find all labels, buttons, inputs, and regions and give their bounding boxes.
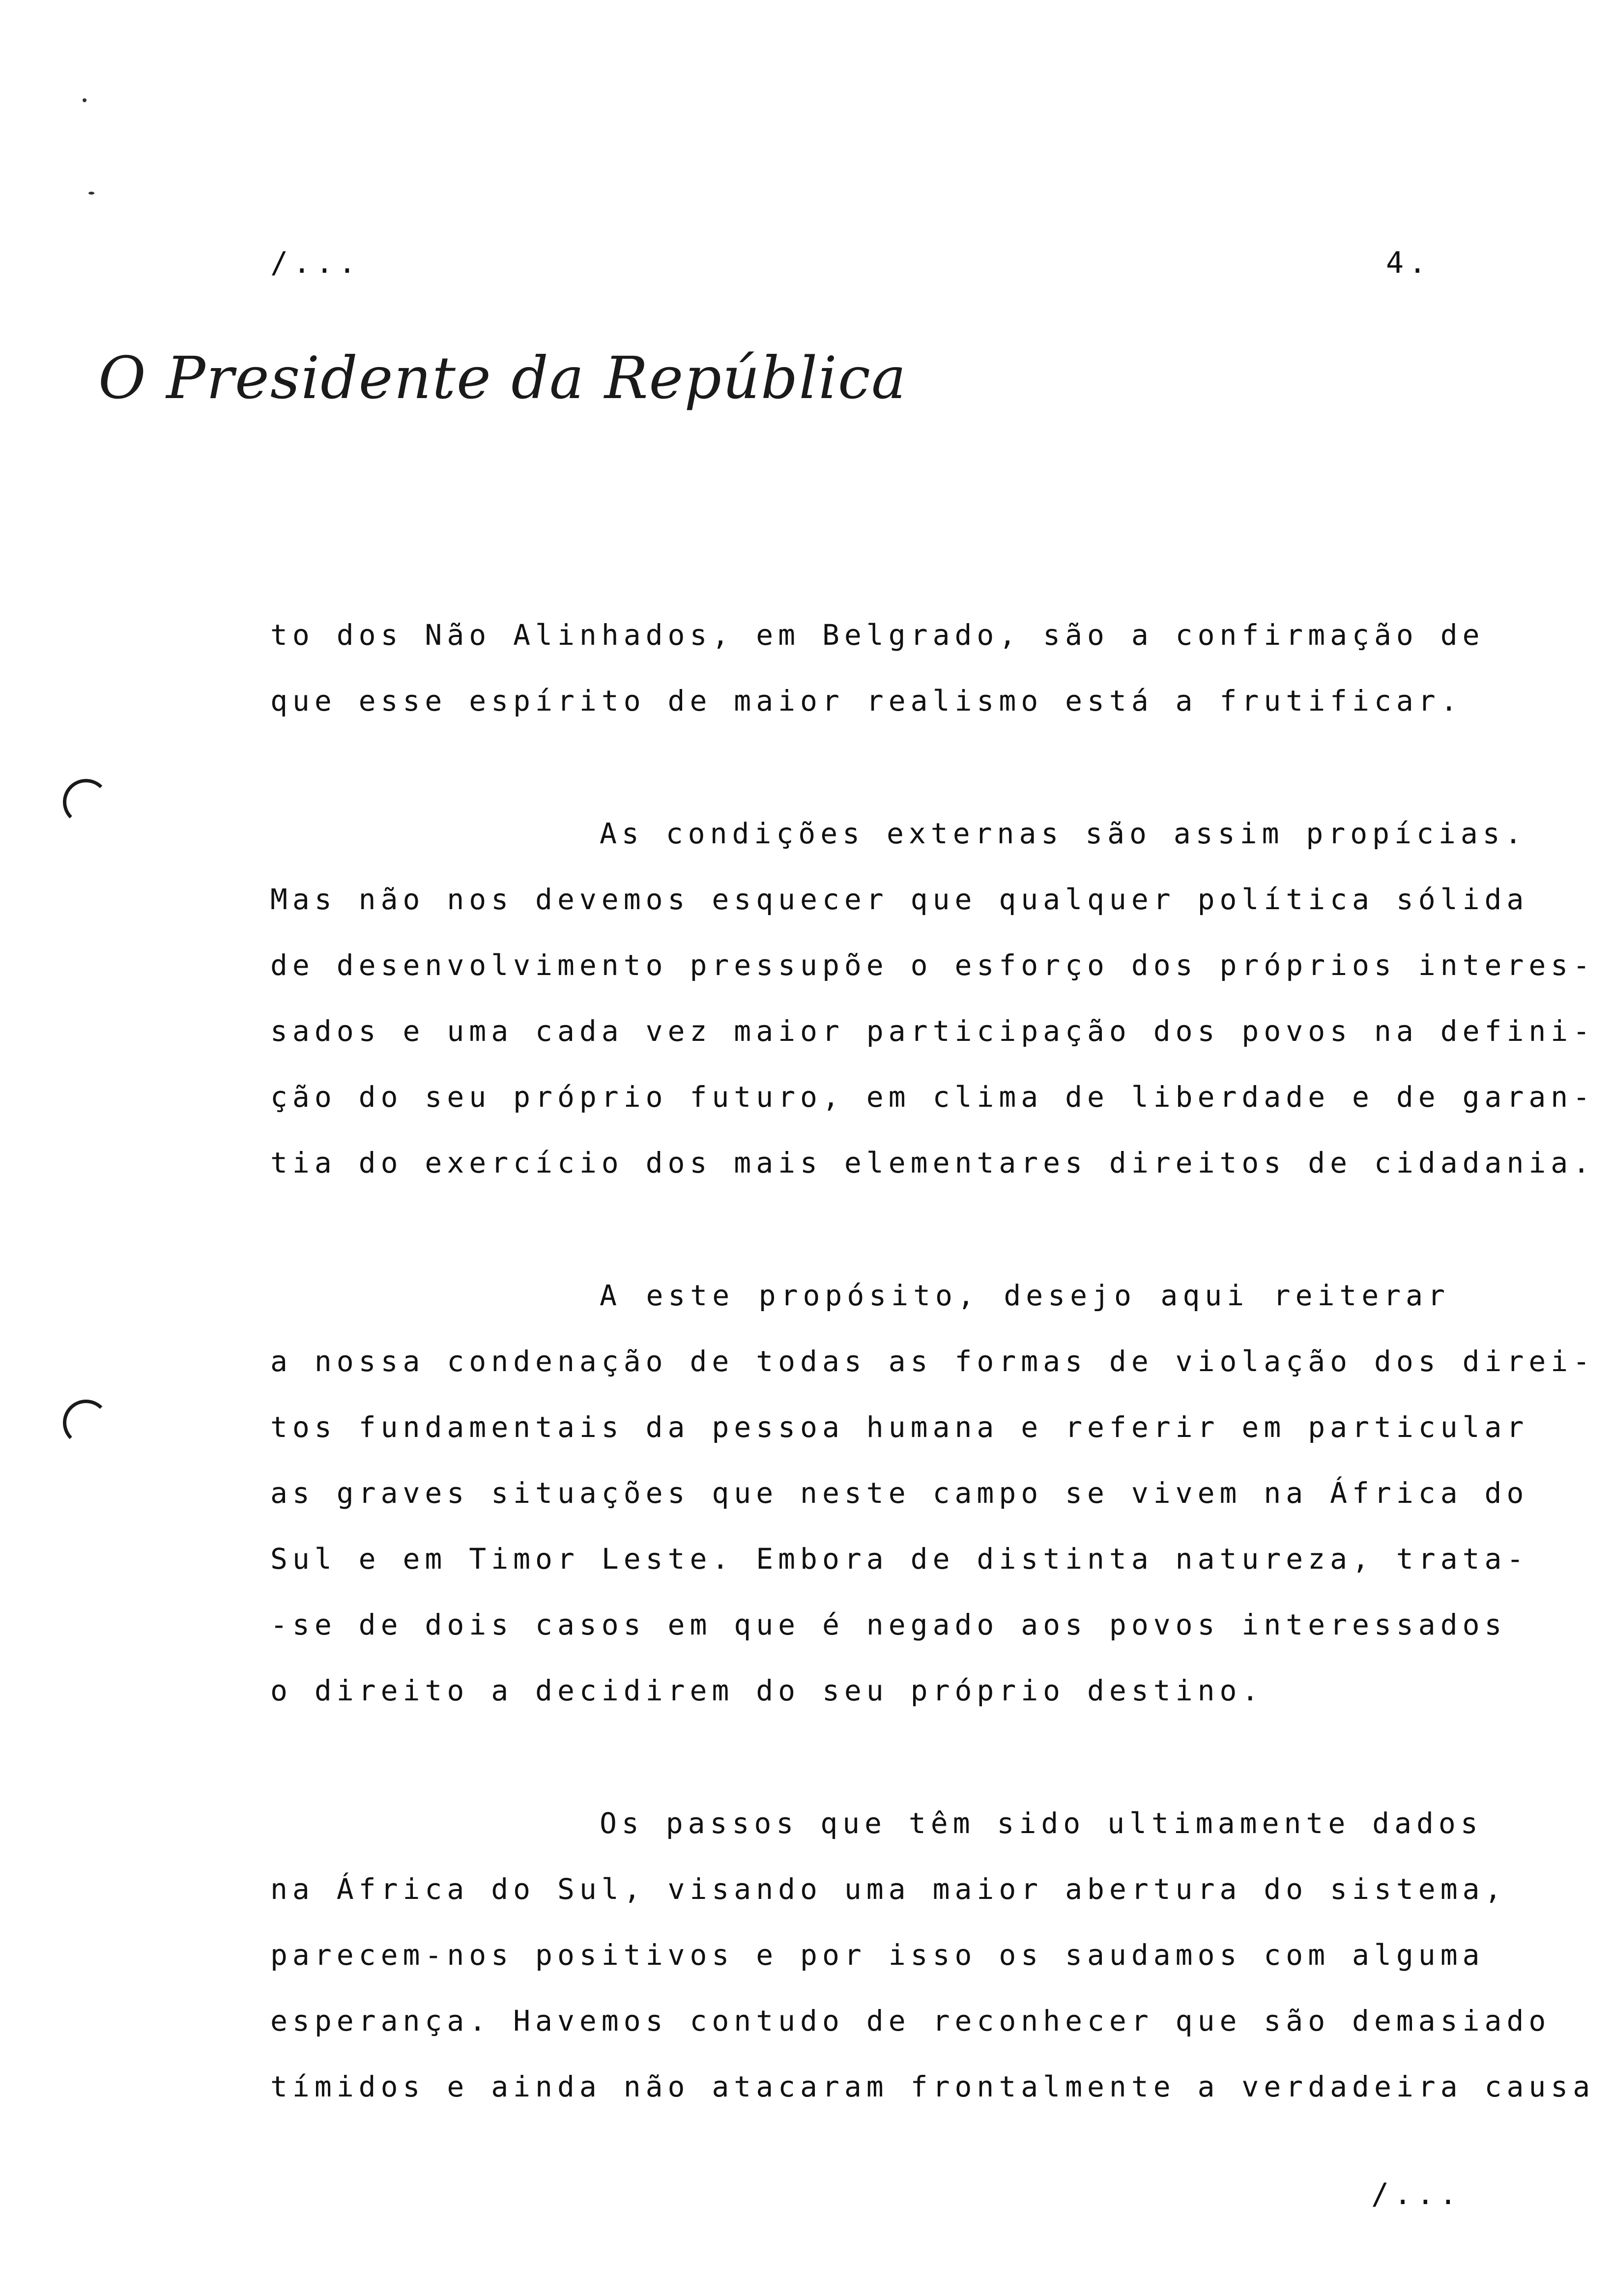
- text-line: de desenvolvimento pressupõe o esforço dos próprios interes-: [270, 948, 1595, 982]
- text-line: a nossa condenação de todas as formas de violação dos direi-: [270, 1345, 1595, 1378]
- text-line: na África do Sul, visando uma maior abertura do sistema,: [270, 1872, 1507, 1906]
- page-number: 4.: [1386, 246, 1432, 280]
- text-line: as graves situações que neste campo se vivem na África do: [270, 1476, 1529, 1510]
- text-line: Mas não nos devemos esquecer que qualquer política sólida: [270, 883, 1529, 916]
- punch-hole-mark: [63, 779, 109, 825]
- text-line: esperança. Havemos contudo de reconhecer que são demasiado: [270, 2004, 1551, 2038]
- paragraph: [270, 602, 1485, 734]
- text-line: -se de dois casos em que é negado aos povos interessados: [270, 1608, 1507, 1641]
- paragraph: [270, 1790, 1595, 2120]
- text-line: A este propósito, desejo aqui reiterar: [600, 1279, 1450, 1312]
- text-line: parecem-nos positivos e por isso os saudamos com alguma: [270, 1938, 1485, 1972]
- scan-speck: [88, 192, 94, 195]
- text-line: sados e uma cada vez maior participação dos povos na defini-: [270, 1014, 1595, 1048]
- paragraph: [270, 1263, 1595, 1723]
- text-line: o direito a decidirem do seu próprio destino.: [270, 1674, 1264, 1707]
- scan-speck: [83, 98, 86, 102]
- letterhead-title: O Presidente da República: [98, 344, 907, 412]
- text-line: tímidos e ainda não atacaram frontalmente a verdadeira causa: [270, 2070, 1595, 2103]
- text-line: que esse espírito de maior realismo está a frutificar.: [270, 684, 1463, 718]
- text-line: As condições externas são assim propícias.: [600, 817, 1527, 850]
- paragraph: [270, 801, 1595, 1196]
- punch-hole-mark: [63, 1400, 109, 1446]
- continuation-mark-bottom: /...: [1371, 2177, 1462, 2211]
- text-line: tia do exercício dos mais elementares direitos de cidadania.: [270, 1146, 1595, 1179]
- document-body: [270, 602, 1595, 2120]
- text-line: Os passos que têm sido ultimamente dados: [600, 1807, 1483, 1840]
- continuation-mark-top: /...: [270, 246, 361, 280]
- text-line: tos fundamentais da pessoa humana e referir em particular: [270, 1410, 1529, 1444]
- text-line: to dos Não Alinhados, em Belgrado, são a confirmação de: [270, 618, 1485, 652]
- text-line: ção do seu próprio futuro, em clima de liberdade e de garan-: [270, 1080, 1595, 1114]
- text-line: Sul e em Timor Leste. Embora de distinta natureza, trata-: [270, 1542, 1529, 1576]
